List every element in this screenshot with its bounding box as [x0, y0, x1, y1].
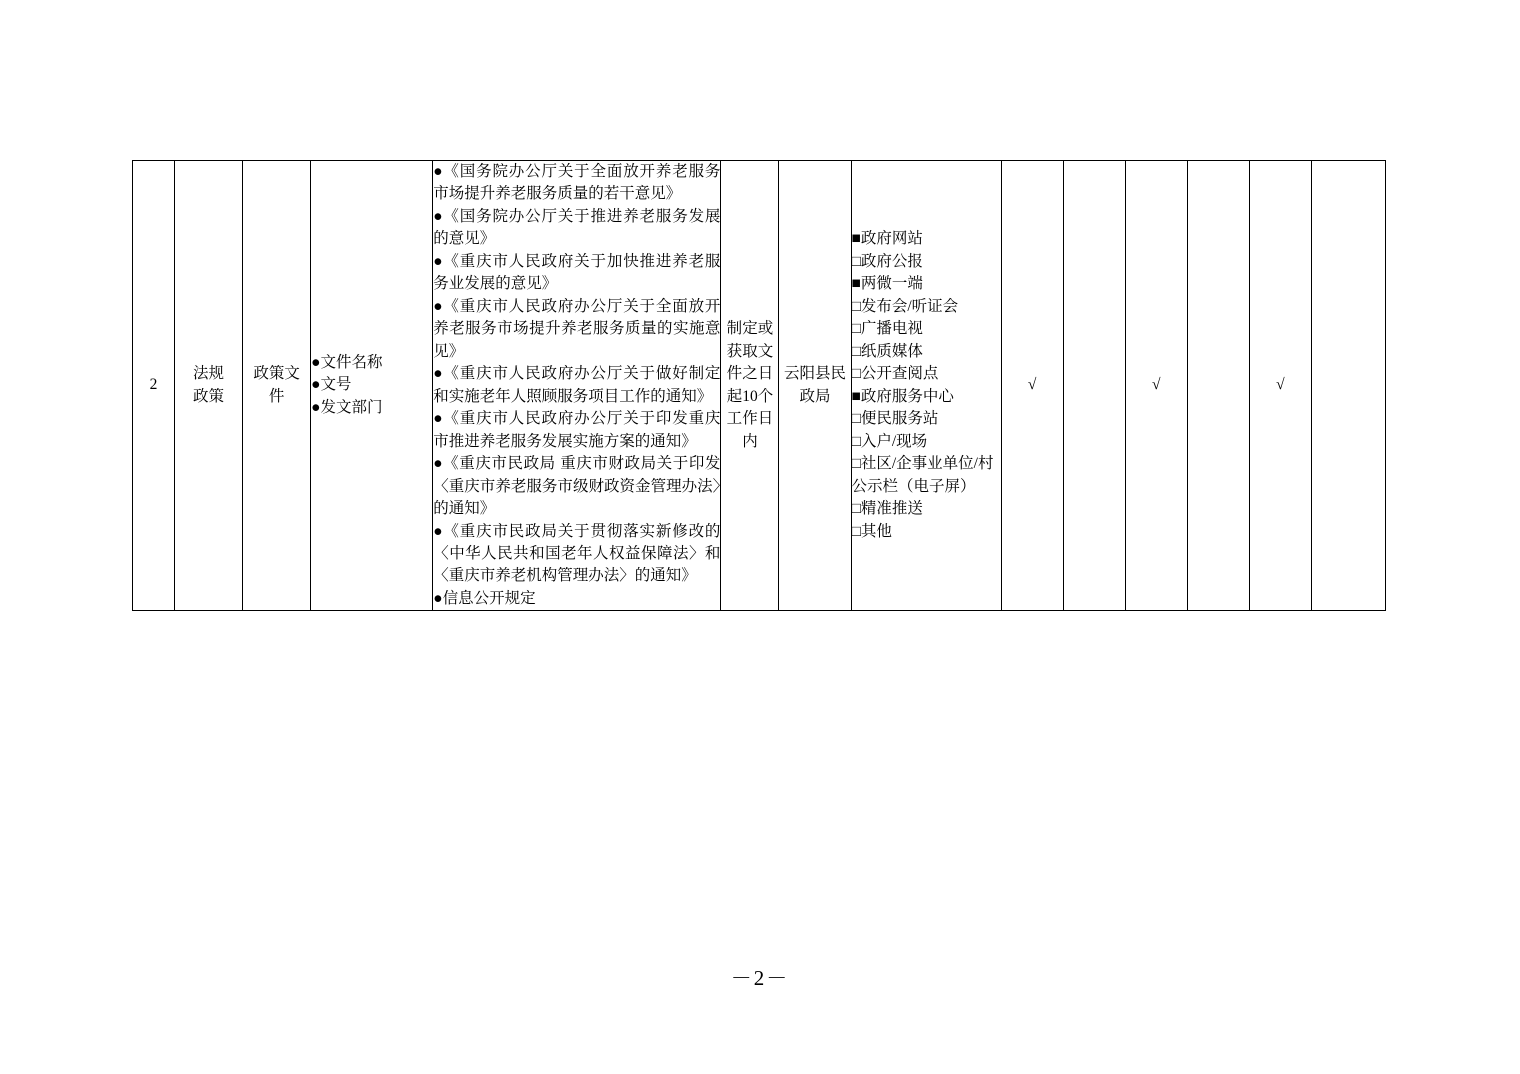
channel-item[interactable]: □政府公报 [851, 252, 923, 270]
time-limit-cell [721, 161, 779, 611]
mark-cell-1 [1001, 161, 1063, 611]
subcategory-label-2: 件 [268, 387, 285, 405]
page-number: －2－ [730, 966, 790, 990]
content-line: ●《重庆市人民政府办公厅关于全面放开养老服务市场提升养老服务质量的实施意见》 [433, 297, 721, 360]
channel-item[interactable]: ■两微一端 [851, 275, 923, 293]
channel-item[interactable]: □社区/企事业单位/村公示栏（电子屏） [851, 455, 994, 495]
channel-item[interactable]: □发布会/听证会 [851, 297, 959, 315]
content-line: ●《重庆市人民政府关于加快推进养老服务业发展的意见》 [433, 252, 721, 293]
subcategory-label: 政策文 [253, 365, 300, 383]
content-line: ●《重庆市民政局 重庆市财政局关于印发〈重庆市养老服务市级财政资金管理办法〉的通知》 [433, 455, 721, 518]
content-cell [433, 161, 721, 611]
items-cell [311, 161, 433, 611]
content-line: ●《重庆市人民政府办公厅关于印发重庆市推进养老服务发展实施方案的通知》 [433, 410, 721, 450]
row-index-cell [133, 161, 175, 611]
category-label: 法规 [193, 365, 225, 383]
channel-item[interactable]: □精准推送 [851, 500, 923, 518]
time-limit-text: 制定或获取文件之日起10个工作日内 [726, 320, 774, 450]
channel-item[interactable]: □广播电视 [851, 320, 923, 338]
item-line: ●发文部门 [311, 398, 383, 416]
subcategory-cell [243, 161, 311, 611]
mark-cell-6 [1311, 161, 1385, 611]
channel-item[interactable]: □纸质媒体 [851, 342, 923, 360]
content-line: ●《国务院办公厅关于推进养老服务发展的意见》 [433, 207, 721, 248]
check-mark: √ [1151, 376, 1161, 394]
item-line: ●文件名称 [311, 353, 383, 371]
department-cell [779, 161, 851, 611]
channel-item[interactable]: □便民服务站 [851, 410, 939, 428]
row-index: 2 [149, 376, 158, 394]
content-line: ●信息公开规定 [433, 589, 536, 607]
item-line: ●文号 [311, 376, 352, 394]
information-disclosure-table [132, 160, 1386, 611]
content-line: ●《重庆市人民政府办公厅关于做好制定和实施老年人照顾服务项目工作的通知》 [433, 365, 721, 405]
category-cell [175, 161, 243, 611]
channel-item[interactable]: ■政府服务中心 [851, 387, 954, 405]
content-line: ●《重庆市民政局关于贯彻落实新修改的〈中华人民共和国老年人权益保障法〉和〈重庆市养老机构管理办法〉的通知》 [433, 522, 721, 585]
channel-item[interactable]: □其他 [851, 522, 892, 540]
category-label-2: 政策 [193, 387, 225, 405]
mark-cell-3 [1125, 161, 1187, 611]
department-text: 云阳县民政局 [783, 365, 847, 405]
mark-cell-5 [1249, 161, 1311, 611]
check-mark: √ [1027, 376, 1037, 394]
channels-cell [851, 161, 1001, 611]
channel-item[interactable]: □入户/现场 [851, 432, 928, 450]
check-mark: √ [1276, 376, 1285, 394]
channel-item[interactable]: ■政府网站 [851, 230, 923, 248]
mark-cell-2 [1063, 161, 1125, 611]
channel-item[interactable]: □公开查阅点 [851, 365, 939, 383]
mark-cell-4 [1187, 161, 1249, 611]
content-line: ●《国务院办公厅关于全面放开养老服务市场提升养老服务质量的若干意见》 [433, 163, 721, 203]
table-row [133, 161, 1386, 611]
